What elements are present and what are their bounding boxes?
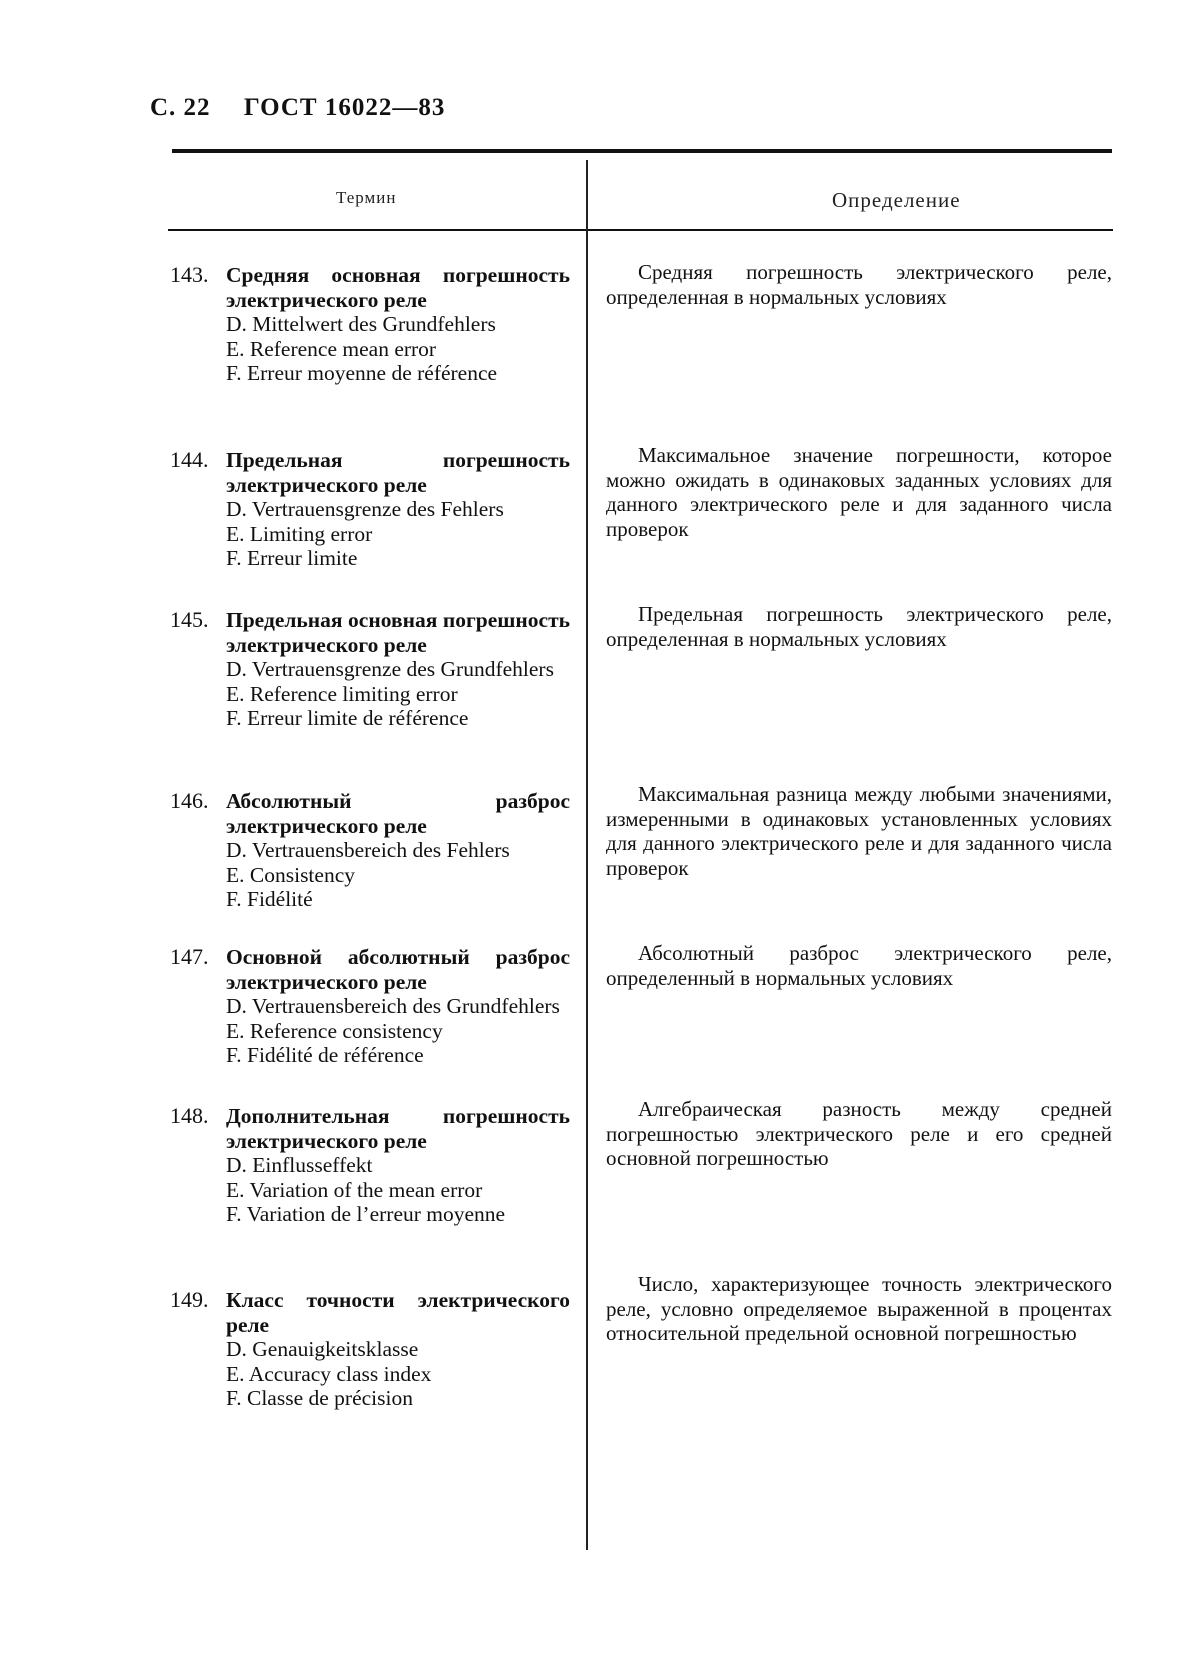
term-entry-148	[170, 1104, 570, 1227]
page-number: С. 22	[150, 94, 211, 121]
german-equivalent: D. Vertrauensgrenze des Fehlers	[226, 497, 504, 521]
term-entry-149	[170, 1288, 570, 1411]
definition-145: Предельная погрешность электрического реле, определенная в нормальных условиях	[606, 602, 1112, 651]
definition-144: Максимальное значение погрешности, которое можно ожидать в одинаковых заданных условиях для данного электрического реле и для заданного числа проверок	[606, 443, 1112, 541]
term-entry-146	[170, 789, 570, 912]
column-divider	[586, 160, 588, 1550]
french-equivalent: F. Erreur moyenne de référence	[226, 361, 498, 385]
english-equivalent: E. Reference limiting error	[226, 681, 458, 706]
french-equivalent: F. Variation de l’erreur moyenne	[226, 1202, 506, 1226]
term-title	[170, 1288, 570, 1337]
english-equivalent: E. Reference mean error	[226, 336, 437, 361]
term-title	[170, 945, 570, 994]
definition-147: Абсолютный разброс электрического реле, определенный в нормальных условиях	[606, 941, 1112, 990]
term-title	[170, 1104, 570, 1153]
german-equivalent: D. Vertrauensbereich des Fehlers	[226, 838, 510, 862]
german-equivalent: D. Mittelwert des Grundfehlers	[226, 312, 496, 336]
term-number: 143.	[170, 262, 209, 287]
german-equivalent: D. Einflusseffekt	[226, 1153, 373, 1177]
term-name: Предельная погрешность электрического реле	[226, 448, 570, 497]
term-entry-145	[170, 608, 570, 731]
term-number: 149.	[170, 1287, 209, 1312]
foreign-equivalents	[170, 838, 570, 912]
term-name: Предельная основная погрешность электрического реле	[226, 608, 570, 657]
term-name: Класс точности электрического реле	[226, 1288, 570, 1337]
column-header-definition: Определение	[832, 188, 961, 212]
german-equivalent: D. Genauigkeitsklasse	[226, 1337, 419, 1361]
term-number: 148.	[170, 1103, 209, 1128]
term-number: 144.	[170, 447, 209, 472]
foreign-equivalents	[170, 994, 570, 1068]
french-equivalent: F. Classe de précision	[226, 1386, 413, 1410]
term-title	[170, 263, 570, 312]
document-code: ГОСТ 16022—83	[243, 94, 446, 121]
term-number: 145.	[170, 607, 209, 632]
foreign-equivalents	[170, 312, 570, 386]
term-name: Основной абсолютный разброс электрического реле	[226, 945, 570, 994]
term-entry-143	[170, 263, 570, 386]
french-equivalent: F. Erreur limite de référence	[226, 706, 469, 730]
column-header-term: Термин	[336, 188, 397, 207]
page-header	[150, 94, 445, 122]
english-equivalent: E. Variation of the mean error	[226, 1177, 483, 1202]
english-equivalent: E. Consistency	[226, 862, 355, 887]
definition-149: Число, характеризующее точность электрического реле, условно определяемое выраженной в процентах относительной предельной основной погрешностью	[606, 1272, 1112, 1345]
foreign-equivalents	[170, 497, 570, 571]
term-number: 146.	[170, 788, 209, 813]
english-equivalent: E. Limiting error	[226, 521, 373, 546]
french-equivalent: F. Fidélité de référence	[226, 1043, 424, 1067]
term-name: Абсолютный разброс электрического реле	[226, 789, 570, 838]
term-name: Дополнительная погрешность электрического реле	[226, 1104, 570, 1153]
definition-146: Максимальная разница между любыми значениями, измеренными в одинаковых установленных условиях для данного электрического реле и для заданного числа проверок	[606, 782, 1112, 880]
french-equivalent: F. Erreur limite	[226, 546, 358, 570]
table-top-rule	[172, 149, 1112, 153]
term-title	[170, 608, 570, 657]
foreign-equivalents	[170, 657, 570, 731]
term-title	[170, 789, 570, 838]
definition-148: Алгебраическая разность между средней погрешностью электрического реле и его средней основной погрешностью	[606, 1097, 1112, 1170]
foreign-equivalents	[170, 1337, 570, 1411]
term-number: 147.	[170, 944, 209, 969]
german-equivalent: D. Vertrauensgrenze des Grundfehlers	[226, 657, 554, 681]
english-equivalent: E. Reference consistency	[226, 1018, 443, 1043]
term-entry-147	[170, 945, 570, 1068]
foreign-equivalents	[170, 1153, 570, 1227]
definition-143: Средняя погрешность электрического реле, определенная в нормальных условиях	[606, 260, 1112, 309]
english-equivalent: E. Accuracy class index	[226, 1361, 432, 1386]
table-header-rule	[168, 229, 1113, 231]
term-entry-144	[170, 448, 570, 571]
german-equivalent: D. Vertrauensbereich des Grundfehlers	[226, 994, 560, 1018]
term-title	[170, 448, 570, 497]
term-name: Средняя основная погрешность электрического реле	[226, 263, 570, 312]
french-equivalent: F. Fidélité	[226, 887, 313, 911]
